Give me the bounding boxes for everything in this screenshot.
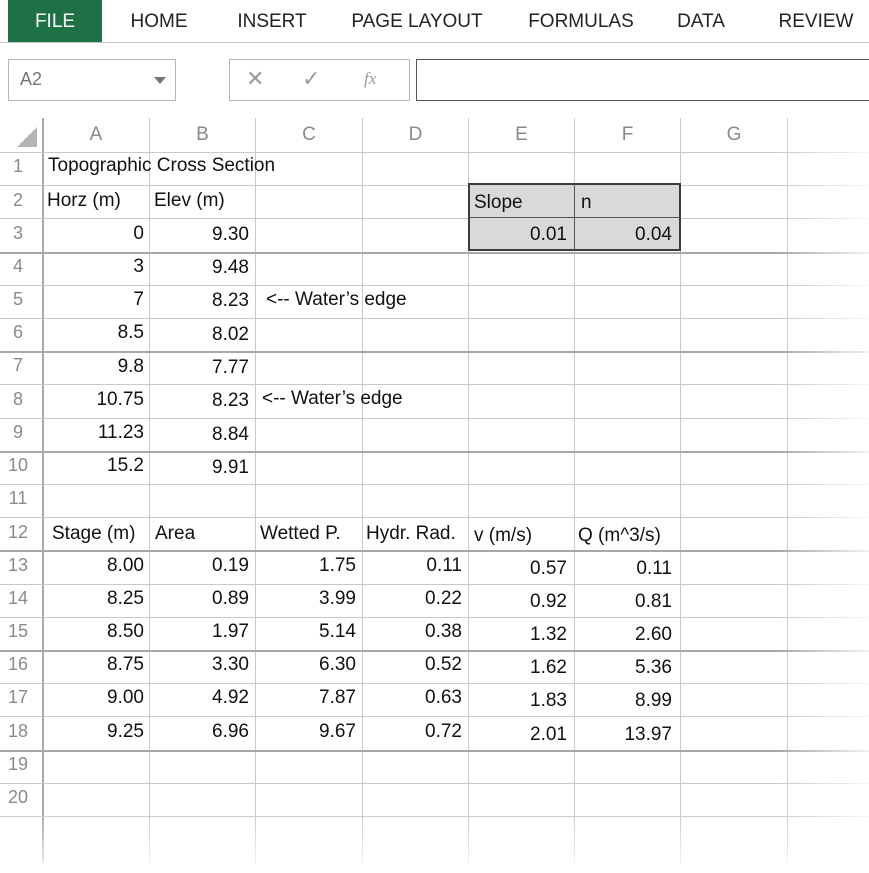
- row-gridline: [0, 550, 869, 552]
- column-header-d[interactable]: D: [408, 124, 423, 145]
- gridline: [468, 217, 681, 218]
- cell-e15[interactable]: 1.32: [530, 624, 567, 645]
- row-header[interactable]: 8: [12, 389, 23, 409]
- row-header[interactable]: 18: [7, 721, 29, 741]
- cell-a3[interactable]: 0: [133, 223, 144, 244]
- row-header[interactable]: 2: [12, 190, 23, 210]
- cell-a8[interactable]: 10.75: [96, 389, 144, 410]
- column-header-c[interactable]: C: [302, 124, 316, 145]
- cell-e3[interactable]: 0.01: [530, 224, 567, 245]
- row-gridline: [0, 517, 869, 518]
- cell-a13[interactable]: 8.00: [107, 555, 144, 576]
- cell-b14[interactable]: 0.89: [212, 588, 249, 609]
- cell-d15[interactable]: 0.38: [425, 621, 462, 642]
- row-header[interactable]: 1: [12, 156, 23, 176]
- row-gridline: [0, 185, 869, 186]
- chevron-down-icon[interactable]: [154, 77, 166, 84]
- column-header-f[interactable]: F: [621, 124, 634, 145]
- row-header[interactable]: 4: [12, 256, 23, 276]
- cell-d16[interactable]: 0.52: [425, 654, 462, 675]
- cell-a6[interactable]: 8.5: [117, 322, 144, 343]
- column-header-g[interactable]: G: [726, 124, 742, 145]
- cell-b6[interactable]: 8.02: [212, 324, 249, 345]
- enter-icon[interactable]: ✓: [302, 66, 321, 91]
- row-gridline: [0, 484, 869, 485]
- cell-e16[interactable]: 1.62: [530, 657, 567, 678]
- row-header[interactable]: 6: [12, 322, 23, 342]
- row-header[interactable]: 19: [7, 754, 29, 774]
- cell-f17[interactable]: 8.99: [635, 690, 672, 711]
- cell-e13[interactable]: 0.57: [530, 558, 567, 579]
- cell-e17[interactable]: 1.83: [530, 690, 567, 711]
- row-header[interactable]: 12: [7, 522, 29, 542]
- row-header[interactable]: 7: [12, 355, 23, 375]
- formula-buttons: [229, 59, 410, 101]
- formula-input[interactable]: [416, 59, 869, 101]
- row-header[interactable]: 15: [7, 621, 29, 641]
- tab-data[interactable]: DATA: [677, 11, 725, 32]
- tab-review[interactable]: REVIEW: [778, 11, 854, 32]
- cell-b13[interactable]: 0.19: [212, 555, 249, 576]
- cell-f3[interactable]: 0.04: [635, 224, 672, 245]
- cell-d13[interactable]: 0.11: [426, 555, 462, 576]
- cell-c13[interactable]: 1.75: [319, 555, 356, 576]
- cell-b4[interactable]: 9.48: [212, 257, 249, 278]
- row-header[interactable]: 9: [12, 422, 23, 442]
- cell-a7[interactable]: 9.8: [117, 356, 144, 377]
- cancel-icon[interactable]: ✕: [246, 66, 265, 91]
- row-gridline: [0, 750, 869, 752]
- row-gridline: [0, 683, 869, 684]
- cell-b2[interactable]: Elev (m): [154, 190, 225, 211]
- column-header-b[interactable]: B: [196, 124, 209, 145]
- cell-a18[interactable]: 9.25: [107, 721, 144, 742]
- cell-c16[interactable]: 6.30: [319, 654, 356, 675]
- cell-c5[interactable]: <-- Water’s edge: [266, 289, 407, 310]
- cell-f2[interactable]: n: [581, 192, 592, 213]
- cell-b18[interactable]: 6.96: [212, 721, 249, 742]
- cell-b5[interactable]: 8.23: [212, 290, 249, 311]
- cell-d18[interactable]: 0.72: [425, 721, 462, 742]
- row-gridline: [0, 783, 869, 784]
- cell-c12[interactable]: Wetted P.: [260, 523, 341, 544]
- row-gridline: [0, 285, 869, 286]
- cell-c8[interactable]: <-- Water’s edge: [262, 388, 403, 409]
- column-header-e[interactable]: E: [515, 124, 528, 145]
- row-header[interactable]: 16: [7, 654, 29, 674]
- row-header[interactable]: 3: [12, 223, 23, 243]
- cell-b9[interactable]: 8.84: [212, 424, 249, 445]
- cell-a14[interactable]: 8.25: [107, 588, 144, 609]
- row-gridline: [0, 716, 869, 717]
- row-header[interactable]: 17: [7, 687, 29, 707]
- row-header[interactable]: 10: [7, 455, 29, 475]
- cell-a16[interactable]: 8.75: [107, 654, 144, 675]
- cell-a5[interactable]: 7: [133, 289, 144, 310]
- cell-c18[interactable]: 9.67: [319, 721, 356, 742]
- row-gridline: [0, 650, 869, 652]
- tab-home[interactable]: HOME: [130, 11, 188, 32]
- cell-a17[interactable]: 9.00: [107, 687, 144, 708]
- cell-a10[interactable]: 15.2: [107, 455, 144, 476]
- cell-b8[interactable]: 8.23: [212, 390, 249, 411]
- row-gridline: [0, 218, 869, 219]
- cell-c15[interactable]: 5.14: [319, 621, 356, 642]
- cell-d14[interactable]: 0.22: [425, 588, 462, 609]
- cell-b7[interactable]: 7.77: [212, 357, 249, 378]
- cell-e12[interactable]: v (m/s): [474, 525, 533, 546]
- row-gridline: [0, 351, 869, 353]
- cell-a12[interactable]: Stage (m): [52, 523, 136, 544]
- row-gridline: [0, 384, 869, 385]
- cell-e18[interactable]: 2.01: [530, 724, 567, 745]
- cell-e2[interactable]: Slope: [474, 192, 523, 213]
- cell-d12[interactable]: Hydr. Rad.: [366, 523, 456, 544]
- row-gridline: [0, 418, 869, 419]
- cell-b10[interactable]: 9.91: [212, 457, 249, 478]
- cell-b17[interactable]: 4.92: [212, 687, 249, 708]
- row-gridline: [0, 584, 869, 585]
- cell-b12[interactable]: Area: [155, 523, 196, 544]
- cell-b16[interactable]: 3.30: [212, 654, 249, 675]
- cell-a1[interactable]: Topographic Cross Section: [48, 155, 276, 176]
- function-icon[interactable]: fx: [364, 69, 377, 88]
- column-header-a[interactable]: A: [89, 124, 103, 145]
- row-header[interactable]: 13: [7, 555, 29, 575]
- cell-e14[interactable]: 0.92: [530, 591, 567, 612]
- name-box[interactable]: [8, 59, 176, 101]
- cell-a4[interactable]: 3: [133, 256, 144, 277]
- tab-page-layout[interactable]: PAGE LAYOUT: [351, 11, 483, 32]
- cell-c14[interactable]: 3.99: [319, 588, 356, 609]
- row-header[interactable]: 5: [12, 289, 23, 309]
- row-header[interactable]: 20: [7, 787, 29, 807]
- row-gridline: [0, 617, 869, 618]
- cell-f14[interactable]: 0.81: [635, 591, 672, 612]
- row-gridline: [0, 252, 869, 254]
- tab-insert[interactable]: INSERT: [237, 11, 307, 32]
- row-header[interactable]: 11: [8, 488, 28, 508]
- cell-d17[interactable]: 0.63: [425, 687, 462, 708]
- tab-file[interactable]: FILE: [8, 0, 102, 42]
- cell-b15[interactable]: 1.97: [212, 621, 249, 642]
- row-gridline: [0, 816, 869, 817]
- cell-f13[interactable]: 0.11: [636, 558, 672, 579]
- cell-f16[interactable]: 5.36: [635, 657, 672, 678]
- select-all-icon[interactable]: [17, 127, 37, 147]
- cell-a9[interactable]: 11.23: [97, 422, 144, 443]
- worksheet-grid: [0, 118, 869, 873]
- cell-f18[interactable]: 13.97: [624, 724, 672, 745]
- cell-c17[interactable]: 7.87: [319, 687, 356, 708]
- ribbon-tabs: [0, 0, 869, 43]
- cell-f12[interactable]: Q (m^3/s): [578, 525, 661, 546]
- row-gridline: [0, 451, 869, 453]
- row-gridline: [0, 318, 869, 319]
- cell-f15[interactable]: 2.60: [635, 624, 672, 645]
- cell-a2[interactable]: Horz (m): [47, 190, 121, 211]
- name-box-value: A2: [20, 69, 43, 89]
- tab-formulas[interactable]: FORMULAS: [528, 11, 634, 32]
- row-header[interactable]: 14: [7, 588, 29, 608]
- cell-b3[interactable]: 9.30: [212, 224, 249, 245]
- cell-a15[interactable]: 8.50: [107, 621, 144, 642]
- row-gridline: [0, 152, 869, 153]
